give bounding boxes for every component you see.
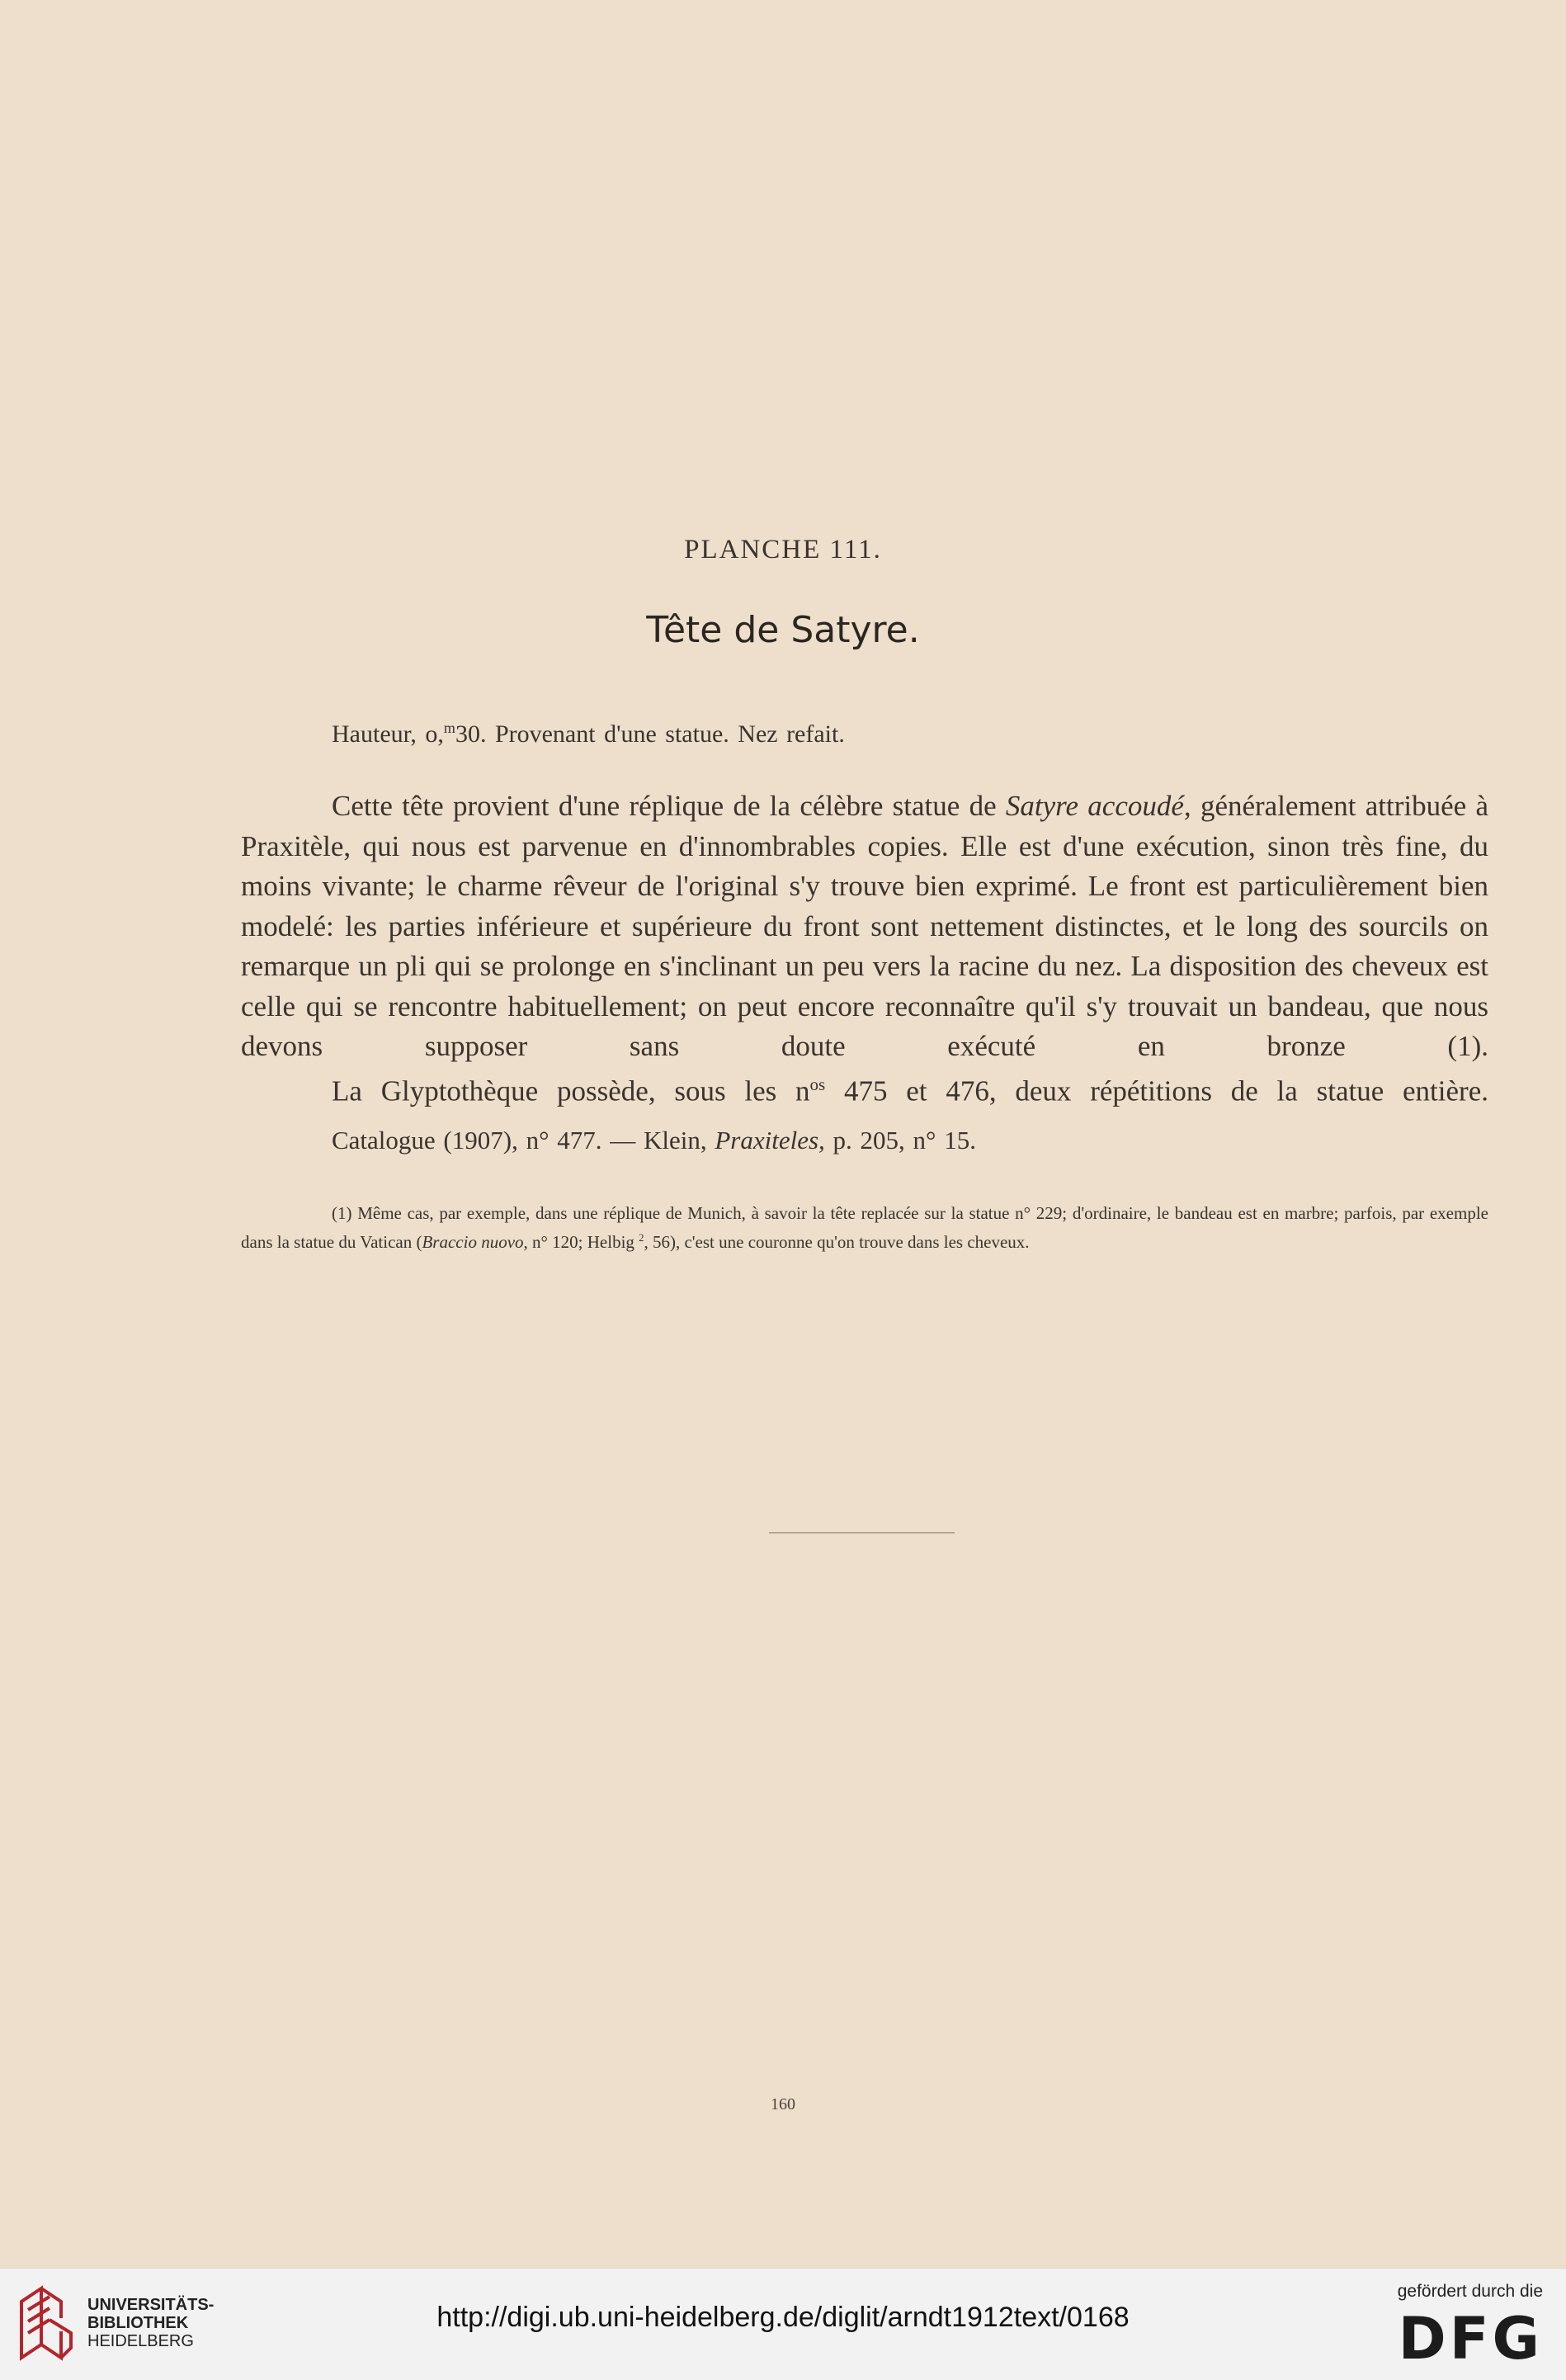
section-divider xyxy=(769,1532,955,1533)
library-line-1: UNIVERSITÄTS- xyxy=(87,2296,215,2314)
dimensions-line xyxy=(332,720,845,748)
para2-sup: os xyxy=(809,1074,826,1094)
plate-number: PLANCHE 111. xyxy=(684,535,882,564)
funded-by-label: gefördert durch die xyxy=(1397,2282,1543,2301)
page-number: 160 xyxy=(771,2095,795,2113)
cat-italic: Praxiteles, xyxy=(715,1126,825,1155)
fn-text-b: n° 120; Helbig xyxy=(527,1232,639,1252)
cat-text-a: Catalogue (1907), n° 477. — Klein, xyxy=(332,1126,715,1155)
footnote xyxy=(241,1201,1488,1254)
page-title: Tête de Satyre. xyxy=(646,609,920,651)
dims-sup: m xyxy=(443,720,455,736)
catalogue-reference xyxy=(332,1126,976,1155)
fn-sup: 2 xyxy=(639,1232,644,1244)
dims-text-a: Hauteur, o, xyxy=(332,720,444,748)
fn-italic: Braccio nuovo, xyxy=(422,1232,528,1252)
para1-text-a: Cette tête provient d'une réplique de la célèbre statue de xyxy=(332,790,1006,822)
dims-text-b: 30. Provenant d'une statue. Nez refait. xyxy=(455,720,845,748)
dfg-logo: DFG xyxy=(1398,2305,1543,2373)
para1-text-b: généralement attribuée à Praxitèle, qui nous est parvenue en d'innombrables copies. Elle est d'une exécution, sinon très fine, du moins vivante; le charme rêveur de l'original s'y trouve bien exprimé. Le front est particulièrement bien modelé: les parties inférieure et supérieure du front sont nettement distinctes, et le long des sourcils on remarque un pli qui se prolonge en s'inclinant un peu vers la racine du nez. La disposition des cheveux est celle qui se rencontre habituellement; on peut encore reconnaître qu'il s'y trouvait un bandeau, que nous devons supposer sans doute exécuté en bronze (1). xyxy=(241,790,1488,1062)
fn-text-a: (1) Même cas, par exemple, dans une réplique de Munich, à savoir la tête replacée sur la statue n° 229; d'ordinaire, le bandeau est en marbre; parfois, par exemple dans la statue du Vatican ( xyxy=(241,1203,1488,1252)
footer-bar xyxy=(0,2268,1566,2380)
para1-italic: Satyre accoudé, xyxy=(1005,790,1191,822)
para2-text-b: 475 et 476, deux répétitions de la statue entière. xyxy=(825,1074,1488,1107)
glyptotheque-paragraph xyxy=(241,1065,1488,1112)
library-line-3: HEIDELBERG xyxy=(87,2332,194,2350)
permalink-url[interactable]: http://digi.ub.uni-heidelberg.de/diglit/arndt1912text/0168 xyxy=(436,2302,1130,2333)
para2-text-a: La Glyptothèque possède, sous les n xyxy=(332,1074,810,1107)
library-line-2: BIBLIOTHEK xyxy=(87,2314,189,2332)
cat-text-b: p. 205, n° 15. xyxy=(824,1126,976,1155)
description-paragraph xyxy=(241,786,1488,1067)
fn-text-c: , 56), c'est une couronne qu'on trouve dans les cheveux. xyxy=(644,1232,1030,1252)
